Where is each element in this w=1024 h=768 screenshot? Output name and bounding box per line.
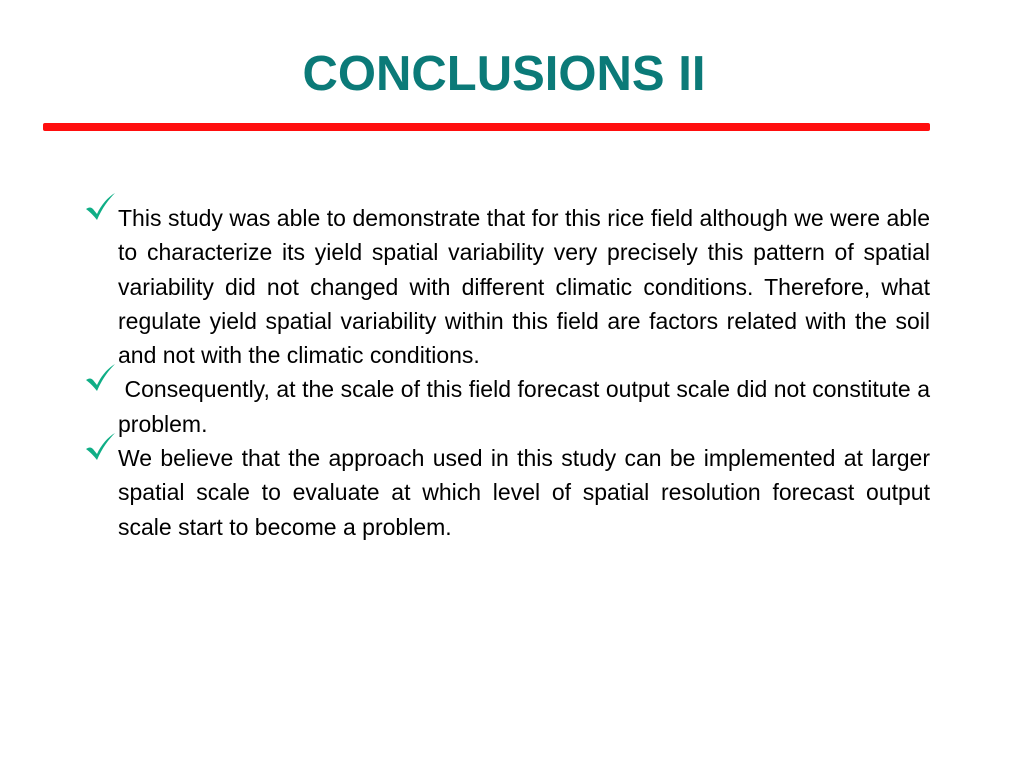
bullet-text: This study was able to demonstrate that for this rice field although we were able to characterize its yield spatial variability very precisely this pattern of spatial variability did not changed with different climatic conditions. Therefore, what regulate yield spatial variability within this field are factors related with the soil and not with the climatic conditions. <box>118 205 930 369</box>
bullet-text: We believe that the approach used in this study can be implemented at larger spatial scale to evaluate at which level of spatial resolution forecast output scale start to become a problem. <box>118 445 930 540</box>
bullet-item-2 <box>84 372 937 441</box>
bullet-item-3 <box>84 441 930 544</box>
checkmark-icon <box>84 192 116 222</box>
checkmark-icon <box>84 432 116 462</box>
title-divider <box>43 123 930 131</box>
checkmark-icon <box>84 363 116 393</box>
bullet-list <box>84 201 937 544</box>
slide-title: CONCLUSIONS II <box>302 47 706 101</box>
bullet-item-1 <box>84 201 930 372</box>
bullet-text: Consequently, at the scale of this field forecast output scale did not constitute a problem. <box>118 376 937 437</box>
